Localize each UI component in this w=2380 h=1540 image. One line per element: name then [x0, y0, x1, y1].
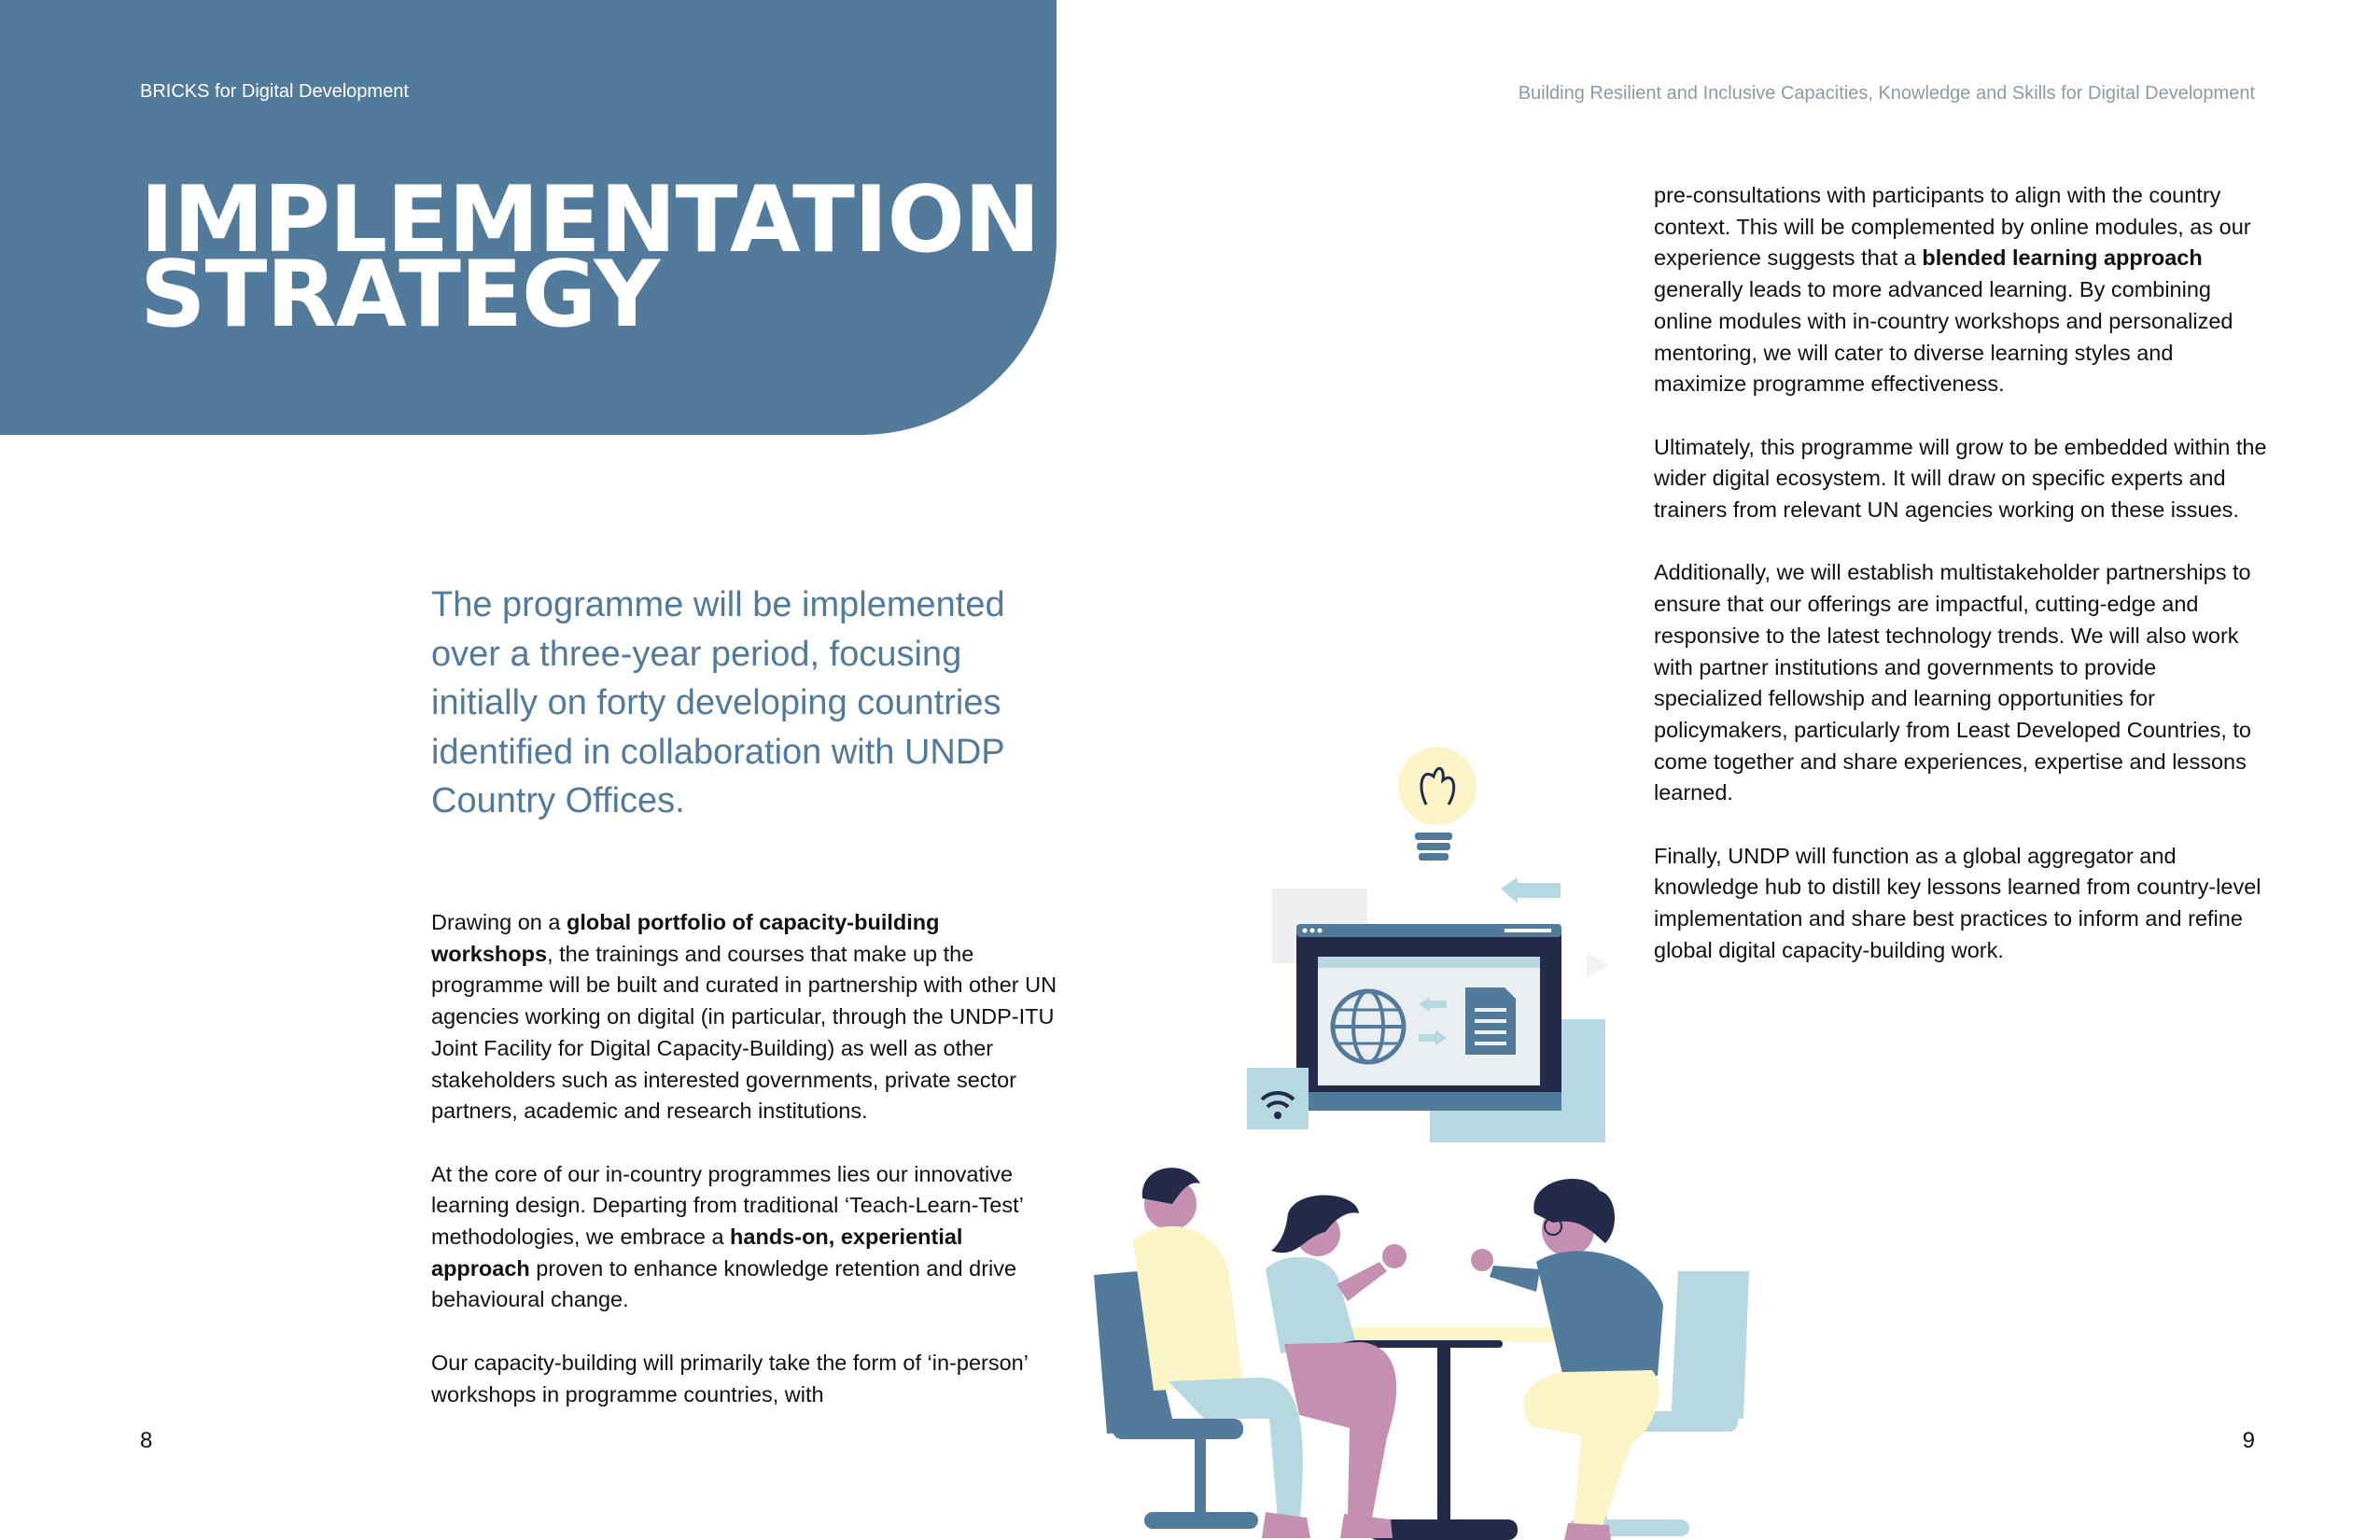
- right-p1-text-c: generally leads to more advanced learning. By combining online modules with in-country workshops and personalized mentoring, we will cater to diverse learning styles and maximize programme effectiveness.: [1654, 277, 2233, 397]
- collaboration-illustration: [1092, 737, 1773, 1540]
- left-p2-text-a: At the core of our in-country programmes lies our innovative learning design. Departing from traditional ‘Teach-Learn-Test’ methodologies, we embrace a: [431, 1161, 1023, 1250]
- arrow-right-faint-icon: [1587, 952, 1609, 978]
- left-p1-text-a: Drawing on a: [431, 910, 567, 934]
- left-p1-bold: global portfolio of capacity-building workshops: [431, 910, 940, 966]
- page-number-left: 8: [140, 1428, 153, 1453]
- left-p2-text-c: proven to enhance knowledge retention and drive behavioural change.: [431, 1255, 1017, 1312]
- left-column: [431, 907, 1066, 1442]
- page-title-line1: IMPLEMENTATION: [140, 167, 1040, 273]
- arrow-left-icon: [1501, 877, 1561, 903]
- left-p1-text-c: , the trainings and courses that make up the programme will be built and curated in partnership with other UN agencies working on digital (in particular, through the UNDP-ITU Joint Facility for Digital Capacity-Building) as well as other stakeholders such as interested governments, private sector partners, academic and research institutions.: [431, 941, 1057, 1124]
- right-paragraph-2: Ultimately, this programme will grow to be embedded within the wider digital ecosystem. It will draw on specific experts and trainers from relevant UN agencies working on these issues.: [1654, 434, 2267, 523]
- running-header-left: BRICKS for Digital Development: [140, 81, 409, 102]
- wifi-icon: [1247, 1068, 1309, 1129]
- lead-paragraph: The programme will be implemented over a three-year period, focusing initially on forty developing countries identified in collaboration with UNDP Country Offices.: [431, 585, 1005, 820]
- page-title-line2: STRATEGY: [140, 242, 660, 348]
- right-paragraph-3: Additionally, we will establish multistakeholder partnerships to ensure that our offerings are impactful, cutting-edge and responsive to the latest technology trends. We will also work with partner institutions and governments to provide specialized fellowship and learning opportunities for policymakers, particularly from Least Developed Countries, to come together and share experiences, expertise and lessons learned.: [1654, 560, 2251, 805]
- left-p2-bold: hands-on, experiential approach: [431, 1225, 963, 1281]
- left-paragraph-2: [431, 1159, 1066, 1317]
- right-p1-bold: blended learning approach: [1922, 245, 2203, 271]
- right-p1-text-a: pre-consultations with participants to align with the country context. This will be complemented by online modules, as our experience suggests that a: [1654, 183, 2251, 271]
- right-paragraph-4: Finally, UNDP will function as a global aggregator and knowledge hub to distill key lessons learned from country-level implementation and share best practices to inform and refine global digital capacity-building work.: [1654, 843, 2261, 962]
- running-header-right: Building Resilient and Inclusive Capacities, Knowledge and Skills for Digital Development: [1518, 83, 2255, 104]
- lightbulb-icon: [1398, 747, 1477, 861]
- person-right: [1471, 1179, 1663, 1540]
- page-number-right: 9: [2242, 1428, 2255, 1453]
- page-title: [140, 167, 1040, 348]
- person-left: [1133, 1168, 1310, 1538]
- document-icon: [1465, 987, 1516, 1055]
- left-paragraph-1: [431, 907, 1066, 1127]
- right-paragraph-1: [1654, 180, 2270, 400]
- left-paragraph-3: Our capacity-building will primarily take the form of ‘in-person’ workshops in programme countries, with: [431, 1350, 1029, 1407]
